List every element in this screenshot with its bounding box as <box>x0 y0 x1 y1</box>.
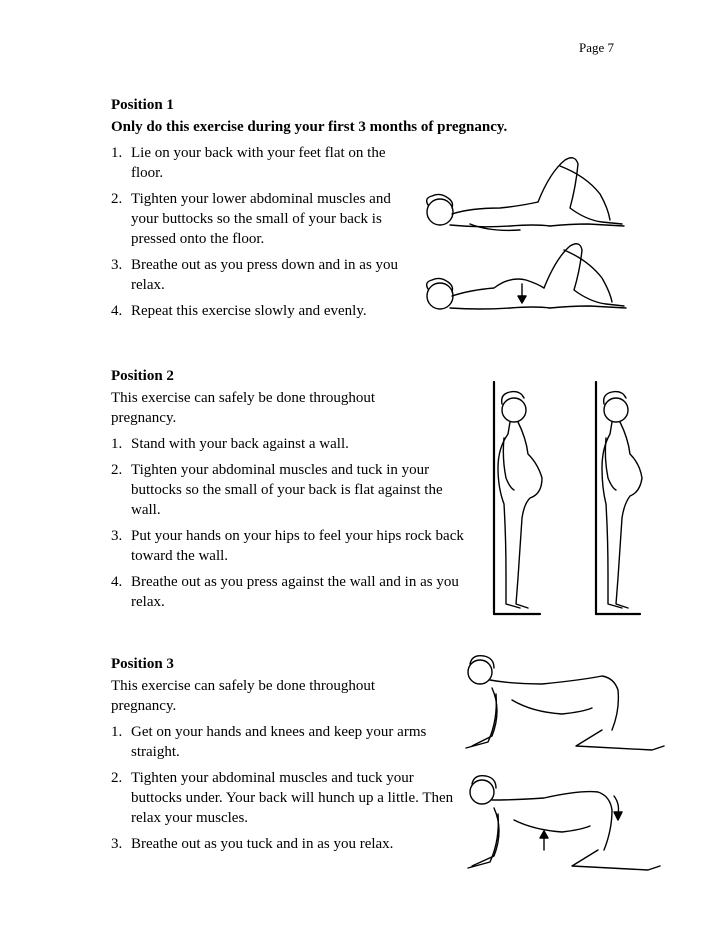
list-item <box>111 189 401 249</box>
step-number: 4. <box>111 574 123 590</box>
page-number: Page 7 <box>579 40 615 55</box>
hands-knees-figure-relaxed <box>466 656 664 750</box>
step-text: Breathe out as you press down and in as you relax. <box>131 257 399 293</box>
step-number: 2. <box>111 191 123 207</box>
wall-press-illustration <box>484 378 644 618</box>
standing-figure-pressing <box>596 382 642 614</box>
step-number: 1. <box>111 145 123 161</box>
section-title: Position 1 <box>111 97 174 113</box>
step-text: Tighten your lower abdominal muscles and your buttocks so the small of your back is pressed onto the floor. <box>131 191 391 247</box>
list-item <box>111 460 469 520</box>
section-title: Position 3 <box>111 656 174 672</box>
list-item <box>111 255 401 295</box>
section-position-2 <box>111 366 469 618</box>
step-text: Stand with your back against a wall. <box>131 436 349 452</box>
step-number: 3. <box>111 257 123 273</box>
lying-figure-pressing <box>427 244 626 309</box>
list-item <box>111 572 469 612</box>
step-text: Breathe out as you press against the wall and in as you relax. <box>131 574 459 610</box>
section-intro: This exercise can safely be done throughout pregnancy. <box>111 390 376 426</box>
standing-figure-relaxed <box>494 382 542 614</box>
step-number: 3. <box>111 836 123 852</box>
step-number: 2. <box>111 462 123 478</box>
list-item <box>111 834 461 854</box>
list-item <box>111 768 461 828</box>
section-position-1 <box>111 95 508 327</box>
section-position-3 <box>111 654 454 860</box>
section-intro: This exercise can safely be done throughout pregnancy. <box>111 678 376 714</box>
step-text: Lie on your back with your feet flat on the floor. <box>131 145 386 181</box>
list-item <box>111 526 469 566</box>
step-text: Tighten your abdominal muscles and tuck your buttocks under. Your back will hunch up a little. Then relax your muscles. <box>131 770 454 826</box>
list-item <box>111 722 441 762</box>
step-text: Tighten your abdominal muscles and tuck in your buttocks so the small of your back is flat against the wall. <box>131 462 443 518</box>
step-number: 1. <box>111 436 123 452</box>
hands-and-knees-illustration <box>452 650 682 880</box>
pelvic-tilt-lying-illustration <box>410 150 645 325</box>
steps-list <box>111 722 454 854</box>
list-item <box>111 301 431 321</box>
steps-list <box>111 434 469 612</box>
hands-knees-figure-tucked <box>468 776 660 870</box>
step-text: Put your hands on your hips to feel your hips rock back toward the wall. <box>131 528 464 564</box>
section-title: Position 2 <box>111 368 174 384</box>
step-text: Get on your hands and knees and keep your arms straight. <box>131 724 427 760</box>
lying-figure-relaxed <box>427 158 624 231</box>
section-note: Only do this exercise during your first 3 months of pregnancy. <box>111 119 508 135</box>
step-number: 3. <box>111 528 123 544</box>
steps-list <box>111 143 401 321</box>
list-item <box>111 434 469 454</box>
step-number: 1. <box>111 724 123 740</box>
list-item <box>111 143 401 183</box>
step-number: 2. <box>111 770 123 786</box>
step-number: 4. <box>111 303 123 319</box>
step-text: Breathe out as you tuck and in as you relax. <box>131 836 394 852</box>
step-text: Repeat this exercise slowly and evenly. <box>131 303 367 319</box>
